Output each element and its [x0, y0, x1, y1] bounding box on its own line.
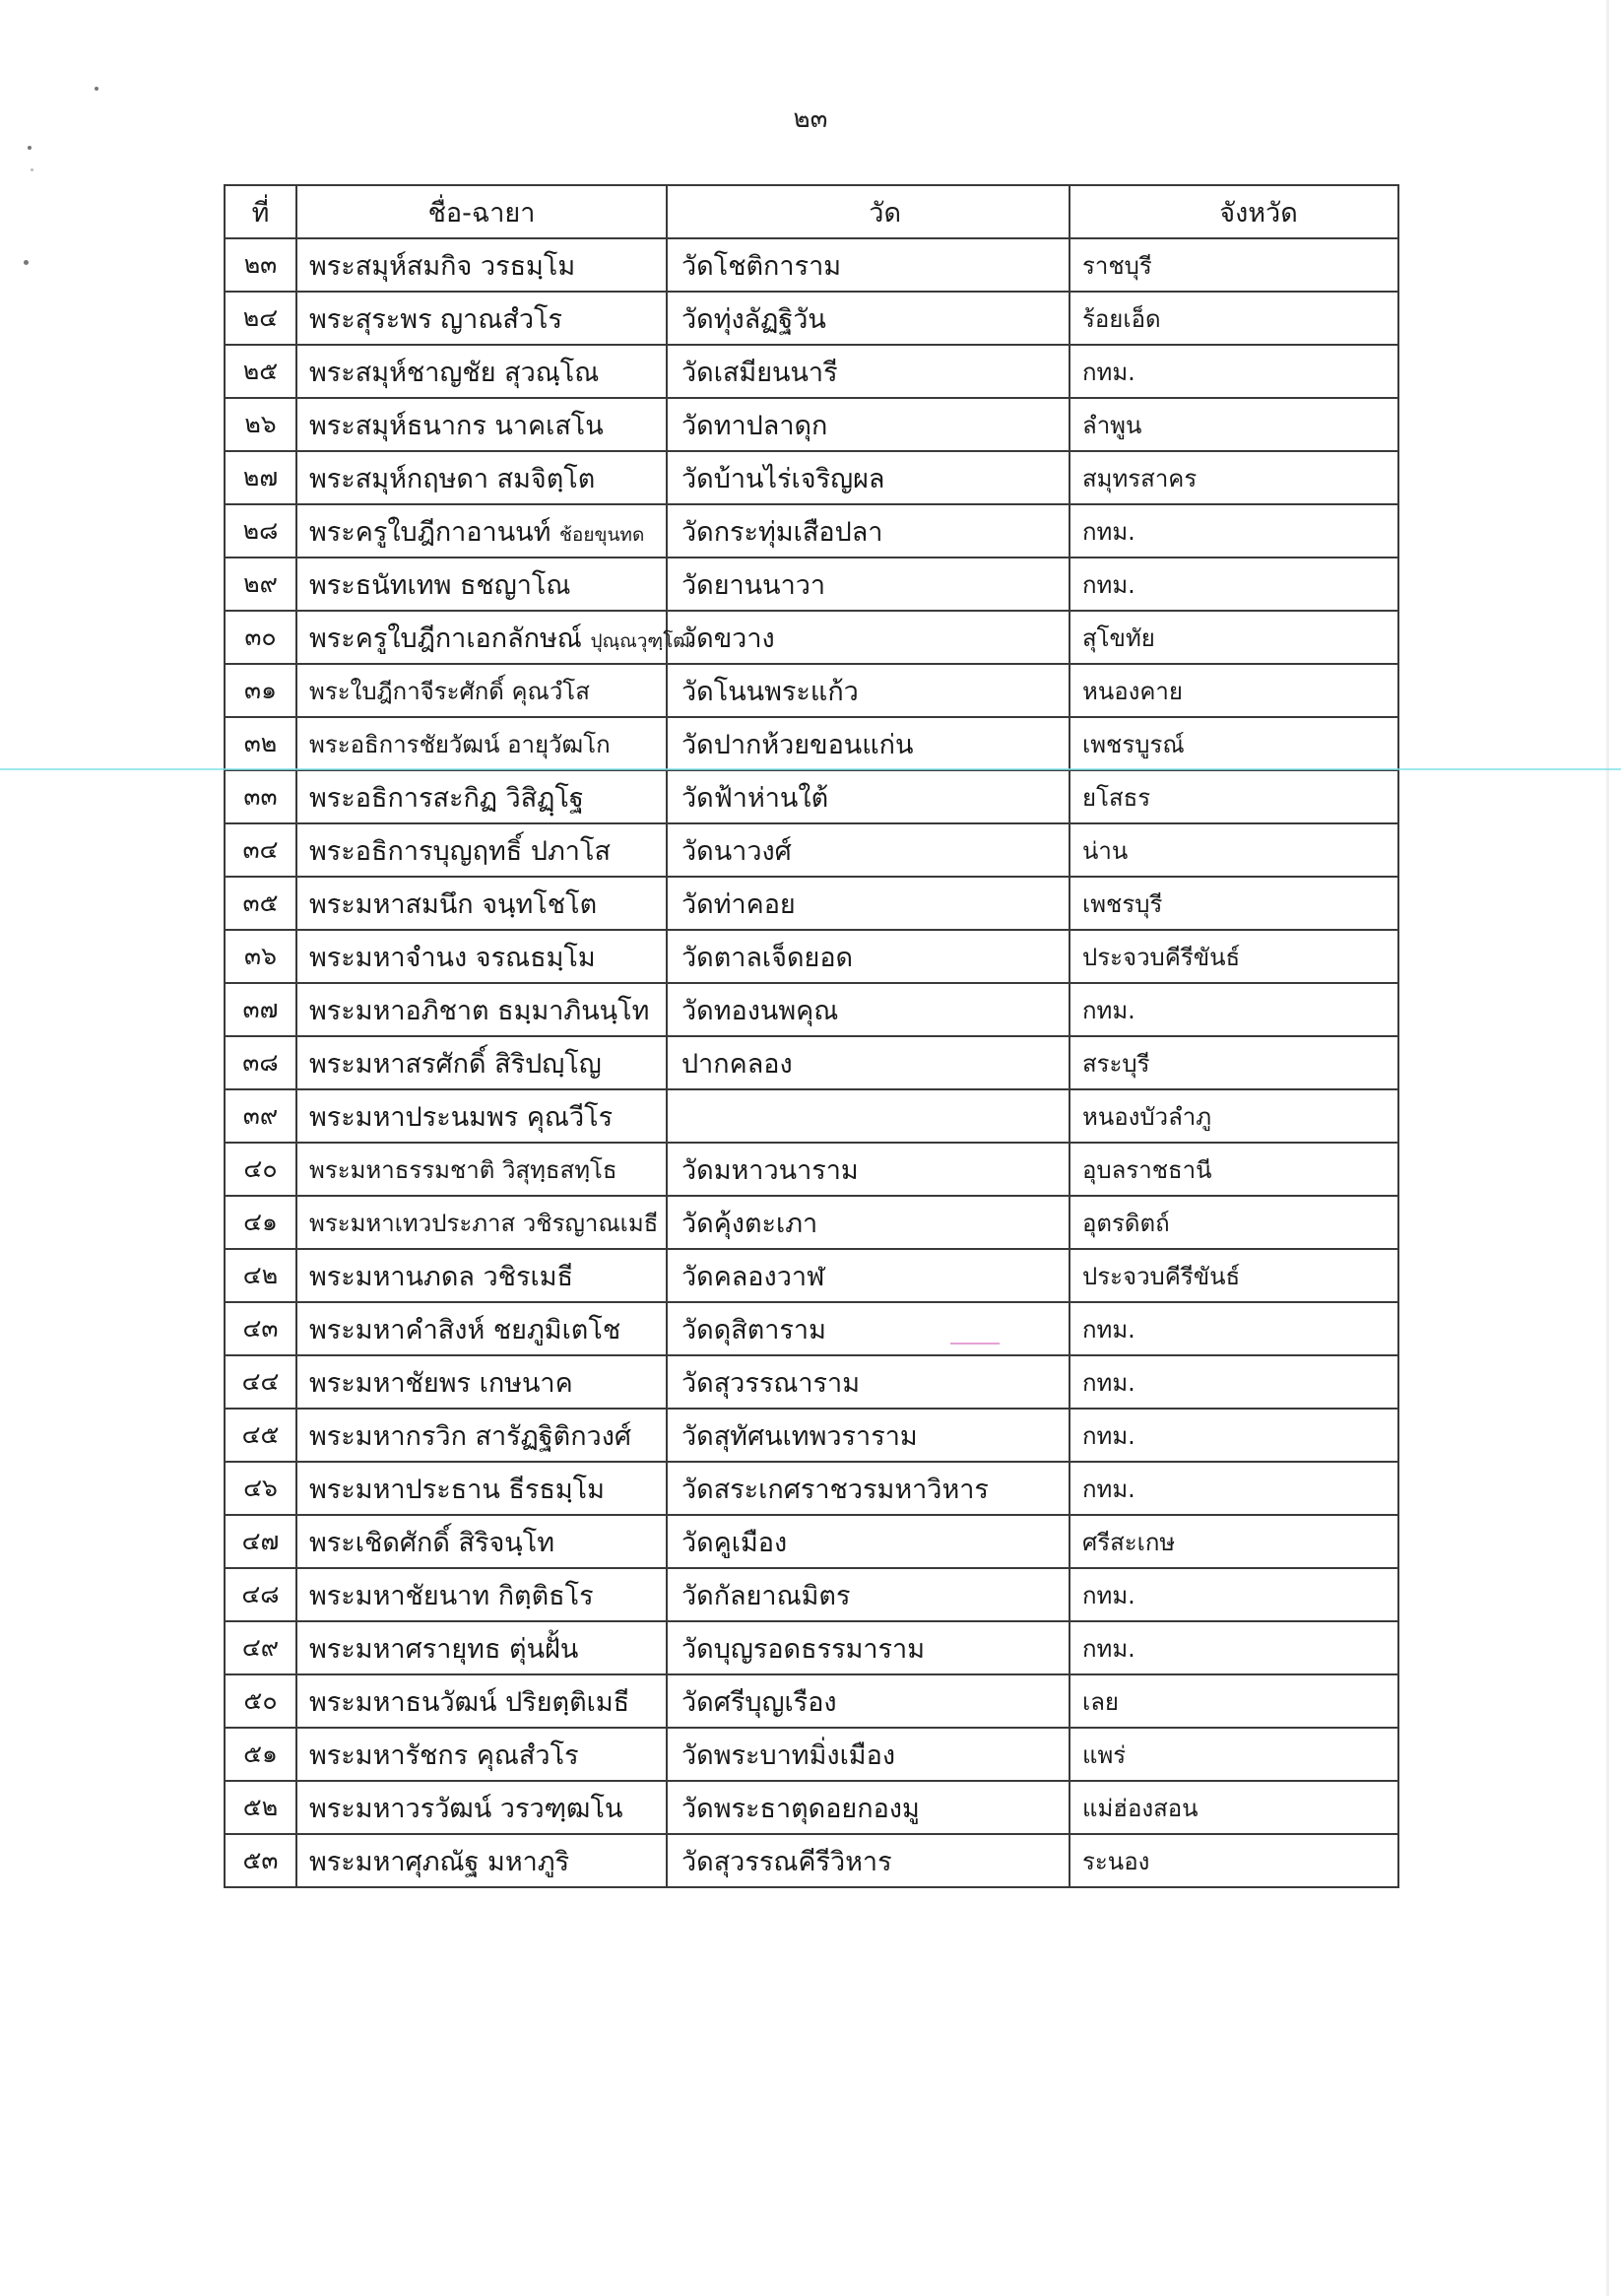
table-row — [225, 1568, 1398, 1621]
row-number: ๕๒ — [225, 1781, 296, 1834]
province-cell: ลำพูน — [1070, 398, 1398, 451]
monk-name-cell — [296, 1143, 667, 1196]
temple-cell: วัดพระบาทมิ่งเมือง — [667, 1728, 1070, 1781]
row-number: ๔๑ — [225, 1196, 296, 1249]
monk-name: พระมหาสรศักดิ์ สิริปญฺโญ — [309, 1048, 602, 1080]
monk-name-cell — [296, 823, 667, 877]
row-number: ๔๘ — [225, 1568, 296, 1621]
monk-name: พระมหาสมนึก จนฺทโชโต — [309, 888, 598, 920]
row-number: ๔๖ — [225, 1462, 296, 1515]
header-name: ชื่อ-ฉายา — [296, 185, 667, 238]
monk-name-cell — [296, 1196, 667, 1249]
temple-cell: วัดบุญรอดธรรมาราม — [667, 1621, 1070, 1674]
table-row — [225, 1515, 1398, 1568]
row-number: ๕๓ — [225, 1834, 296, 1887]
row-number: ๒๙ — [225, 558, 296, 611]
province-cell: เพชรบูรณ์ — [1070, 717, 1398, 770]
province-cell: กทม. — [1070, 1621, 1398, 1674]
province-cell: กทม. — [1070, 1355, 1398, 1409]
row-number: ๔๐ — [225, 1143, 296, 1196]
province-cell: กทม. — [1070, 1302, 1398, 1355]
row-number: ๕๐ — [225, 1674, 296, 1728]
temple-cell: วัดทองนพคุณ — [667, 983, 1070, 1036]
monk-name: พระสมุห์ธนากร นาคเสโน — [309, 410, 604, 441]
row-number: ๔๗ — [225, 1515, 296, 1568]
table-row — [225, 1036, 1398, 1089]
monk-name-cell — [296, 770, 667, 823]
monk-name-cell — [296, 983, 667, 1036]
row-number: ๔๔ — [225, 1355, 296, 1409]
table-row — [225, 1355, 1398, 1409]
temple-cell: วัดมหาวนาราม — [667, 1143, 1070, 1196]
province-cell: อุบลราชธานี — [1070, 1143, 1398, 1196]
monk-name: พระมหาชัยนาท กิตฺติธโร — [309, 1580, 594, 1611]
monk-name-cell — [296, 1781, 667, 1834]
monk-name: พระมหาศรายุทธ ตุ่นฝั้น — [309, 1633, 579, 1665]
monk-name-cell — [296, 1462, 667, 1515]
table-row — [225, 717, 1398, 770]
monk-name: พระสมุห์สมกิจ วรธมฺโม — [309, 250, 576, 282]
monk-name-cell — [296, 664, 667, 717]
monk-name-cell — [296, 1409, 667, 1462]
page-number: ๒๓ — [793, 104, 828, 134]
table-row — [225, 1249, 1398, 1302]
table-row — [225, 504, 1398, 558]
header-temple: วัด — [667, 185, 1070, 238]
table-row — [225, 1302, 1398, 1355]
monk-name-cell — [296, 504, 667, 558]
table-row — [225, 1089, 1398, 1143]
province-cell: กทม. — [1070, 1462, 1398, 1515]
province-cell: สระบุรี — [1070, 1036, 1398, 1089]
monk-name-cell — [296, 611, 690, 664]
monk-name-cell — [296, 1568, 667, 1621]
temple-cell: วัดสุทัศนเทพวราราม — [667, 1409, 1070, 1462]
row-number: ๕๑ — [225, 1728, 296, 1781]
row-number: ๒๓ — [225, 238, 296, 292]
row-number: ๓๗ — [225, 983, 296, 1036]
temple-cell: วัดทุ่งลัฏฐิวัน — [667, 292, 1070, 345]
monk-name: พระมหานภดล วชิรเมธี — [309, 1261, 573, 1292]
province-cell: สุโขทัย — [1070, 611, 1398, 664]
monk-name: พระมหาธนวัฒน์ ปริยตฺติเมธี — [309, 1686, 630, 1718]
temple-cell: วัดฟ้าห่านใต้ — [667, 770, 1070, 823]
monk-name: พระมหาธรรมชาติ วิสุทฺธสทฺโธ — [309, 1155, 617, 1184]
table-row — [225, 1781, 1398, 1834]
monk-name: พระสมุห์ชาญชัย สุวณฺโณ — [309, 357, 600, 388]
monk-name: พระอธิการสะกิฏ วิสิฏฺโฐ — [309, 782, 584, 814]
province-cell: ร้อยเอ็ด — [1070, 292, 1398, 345]
row-number: ๒๗ — [225, 451, 296, 504]
province-cell: ระนอง — [1070, 1834, 1398, 1887]
monk-name: พระสุระพร ญาณสํวโร — [309, 303, 563, 335]
table-row — [225, 1143, 1398, 1196]
temple-cell: วัดโชติการาม — [667, 238, 1070, 292]
monk-name: พระมหารัชกร คุณสํวโร — [309, 1739, 579, 1771]
table-row — [225, 398, 1398, 451]
table-row — [225, 238, 1398, 292]
row-number: ๓๔ — [225, 823, 296, 877]
monk-name-cell — [296, 1621, 667, 1674]
table-row — [225, 664, 1398, 717]
monk-name-cell — [296, 1674, 667, 1728]
monk-name: พระมหาวรวัฒน์ วรวฑฺฒโน — [309, 1793, 623, 1824]
province-cell: ประจวบคีรีขันธ์ — [1070, 930, 1398, 983]
row-number: ๓๐ — [225, 611, 296, 664]
table-row — [225, 1674, 1398, 1728]
province-cell: ศรีสะเกษ — [1070, 1515, 1398, 1568]
monk-name-cell — [296, 930, 667, 983]
province-cell: ราชบุรี — [1070, 238, 1398, 292]
table-row — [225, 1462, 1398, 1515]
province-cell: ยโสธร — [1070, 770, 1398, 823]
row-number: ๔๓ — [225, 1302, 296, 1355]
row-number: ๓๖ — [225, 930, 296, 983]
monk-name: พระมหาประนมพร คุณวีโร — [309, 1101, 614, 1133]
province-cell: อุตรดิตถ์ — [1070, 1196, 1398, 1249]
monk-name-cell — [296, 558, 667, 611]
row-number: ๓๘ — [225, 1036, 296, 1089]
monk-name: พระธนัทเทพ ธชญาโณ — [309, 569, 571, 601]
monk-name: พระมหาอภิชาต ธมฺมาภินนฺโท — [309, 995, 650, 1026]
monk-name: พระครูใบฎีกาอานนท์ — [309, 516, 551, 548]
province-cell: ประจวบคีรีขันธ์ — [1070, 1249, 1398, 1302]
temple-cell: วัดขวาง — [667, 611, 1070, 664]
monk-name-cell — [296, 717, 667, 770]
monk-name-cell — [296, 1515, 667, 1568]
temple-cell: วัดคูเมือง — [667, 1515, 1070, 1568]
temple-cell: วัดโนนพระแก้ว — [667, 664, 1070, 717]
monk-name-cell — [296, 877, 667, 930]
table-row — [225, 558, 1398, 611]
temple-cell: วัดพระธาตุดอยกองมู — [667, 1781, 1070, 1834]
monk-name-suffix: ช้อยขุนทด — [559, 523, 645, 546]
temple-cell: วัดนาวงศ์ — [667, 823, 1070, 877]
monk-roster-table — [224, 184, 1399, 1888]
scan-speck — [31, 168, 33, 171]
monk-name-cell — [296, 1302, 667, 1355]
table-row — [225, 877, 1398, 930]
row-number: ๓๓ — [225, 770, 296, 823]
row-number: ๓๕ — [225, 877, 296, 930]
monk-name: พระอธิการชัยวัฒน์ อายุวัฒโก — [309, 730, 611, 758]
temple-cell: วัดท่าคอย — [667, 877, 1070, 930]
temple-cell: วัดดุสิตาราม — [667, 1302, 1070, 1355]
province-cell: กทม. — [1070, 345, 1398, 398]
table-row — [225, 1834, 1398, 1887]
table-row — [225, 770, 1398, 823]
province-cell: แพร่ — [1070, 1728, 1398, 1781]
temple-cell — [667, 1089, 1070, 1143]
row-number: ๓๒ — [225, 717, 296, 770]
temple-cell: วัดบ้านไร่เจริญผล — [667, 451, 1070, 504]
row-number: ๒๖ — [225, 398, 296, 451]
monk-name-cell — [296, 1355, 667, 1409]
monk-name-cell — [296, 1089, 667, 1143]
temple-cell: วัดคุ้งตะเภา — [667, 1196, 1070, 1249]
temple-cell: วัดตาลเจ็ดยอด — [667, 930, 1070, 983]
monk-name: พระมหาคำสิงห์ ชยภูมิเตโช — [309, 1314, 621, 1345]
province-cell: กทม. — [1070, 558, 1398, 611]
monk-name: พระเชิดศักดิ์ สิริจนฺโท — [309, 1527, 555, 1558]
monk-name: พระสมุห์กฤษดา สมจิตฺโต — [309, 463, 596, 494]
monk-name: พระมหาจำนง จรณธมฺโม — [309, 942, 596, 973]
province-cell: สมุทรสาคร — [1070, 451, 1398, 504]
monk-name-cell — [296, 451, 667, 504]
scan-line-artifact — [0, 768, 1621, 770]
temple-cell: วัดสระเกศราชวรมหาวิหาร — [667, 1462, 1070, 1515]
province-cell: กทม. — [1070, 1568, 1398, 1621]
monk-name: พระมหาประธาน ธีรธมฺโม — [309, 1474, 605, 1505]
temple-cell: วัดปากห้วยขอนแก่น — [667, 717, 1070, 770]
monk-name-cell — [296, 398, 667, 451]
province-cell: เลย — [1070, 1674, 1398, 1728]
province-cell: เพชรบุรี — [1070, 877, 1398, 930]
table-row — [225, 930, 1398, 983]
table-row — [225, 1621, 1398, 1674]
table-row — [225, 1728, 1398, 1781]
temple-cell: วัดสุวรรณคีรีวิหาร — [667, 1834, 1070, 1887]
row-number: ๔๙ — [225, 1621, 296, 1674]
temple-cell: วัดทาปลาดุก — [667, 398, 1070, 451]
scan-edge-shadow — [1606, 0, 1609, 2296]
monk-name: พระมหาชัยพร เกษนาค — [309, 1367, 573, 1399]
row-number: ๔๒ — [225, 1249, 296, 1302]
row-number: ๒๘ — [225, 504, 296, 558]
row-number: ๒๔ — [225, 292, 296, 345]
province-cell: หนองคาย — [1070, 664, 1398, 717]
monk-name: พระมหาศุภณัฐ มหาภูริ — [309, 1846, 570, 1877]
temple-cell: วัดสุวรรณาราม — [667, 1355, 1070, 1409]
row-number: ๔๕ — [225, 1409, 296, 1462]
monk-name-cell — [296, 238, 667, 292]
monk-name-cell — [296, 1036, 667, 1089]
monk-name-suffix: ปุณฺณวุฑฺโฒ — [590, 629, 690, 652]
row-number: ๒๕ — [225, 345, 296, 398]
province-cell: แม่ฮ่องสอน — [1070, 1781, 1398, 1834]
province-cell: หนองบัวลำภู — [1070, 1089, 1398, 1143]
temple-cell: วัดเสมียนนารี — [667, 345, 1070, 398]
monk-name: พระอธิการบุญฤทธิ์ ปภาโส — [309, 835, 611, 867]
table-row — [225, 451, 1398, 504]
monk-name-cell — [296, 1728, 667, 1781]
temple-cell: วัดคลองวาฬ — [667, 1249, 1070, 1302]
scan-speck — [95, 87, 98, 91]
table-row — [225, 1196, 1398, 1249]
monk-name-cell — [296, 1249, 667, 1302]
monk-name: พระใบฎีกาจีระศักดิ์ คุณวํโส — [309, 677, 590, 705]
monk-name-cell — [296, 292, 667, 345]
monk-name-cell — [296, 345, 667, 398]
table-row — [225, 292, 1398, 345]
province-cell: กทม. — [1070, 1409, 1398, 1462]
temple-cell: วัดยานนาวา — [667, 558, 1070, 611]
province-cell: กทม. — [1070, 504, 1398, 558]
table-row — [225, 345, 1398, 398]
monk-name-cell — [296, 1834, 667, 1887]
table-row — [225, 1409, 1398, 1462]
table-body — [225, 238, 1398, 1887]
province-cell: น่าน — [1070, 823, 1398, 877]
scan-speck — [24, 260, 29, 265]
temple-cell: วัดศรีบุญเรือง — [667, 1674, 1070, 1728]
monk-name: พระมหาเทวประภาส วชิรญาณเมธี — [309, 1209, 659, 1237]
row-number: ๓๙ — [225, 1089, 296, 1143]
header-province: จังหวัด — [1070, 185, 1398, 238]
header-no: ที่ — [225, 185, 296, 238]
scan-speck — [28, 146, 32, 150]
province-cell: กทม. — [1070, 983, 1398, 1036]
table-header-row — [225, 185, 1398, 238]
table-row — [225, 983, 1398, 1036]
scan-line-artifact — [950, 1343, 1000, 1345]
table-row — [225, 823, 1398, 877]
temple-cell: วัดกัลยาณมิตร — [667, 1568, 1070, 1621]
row-number: ๓๑ — [225, 664, 296, 717]
monk-name: พระครูใบฎีกาเอกลักษณ์ — [309, 623, 582, 654]
monk-name: พระมหากรวิก สารัฏฐิติกวงศ์ — [309, 1420, 632, 1452]
temple-cell: ปากคลอง — [667, 1036, 1070, 1089]
table-row — [225, 611, 1398, 664]
temple-cell: วัดกระทุ่มเสือปลา — [667, 504, 1070, 558]
